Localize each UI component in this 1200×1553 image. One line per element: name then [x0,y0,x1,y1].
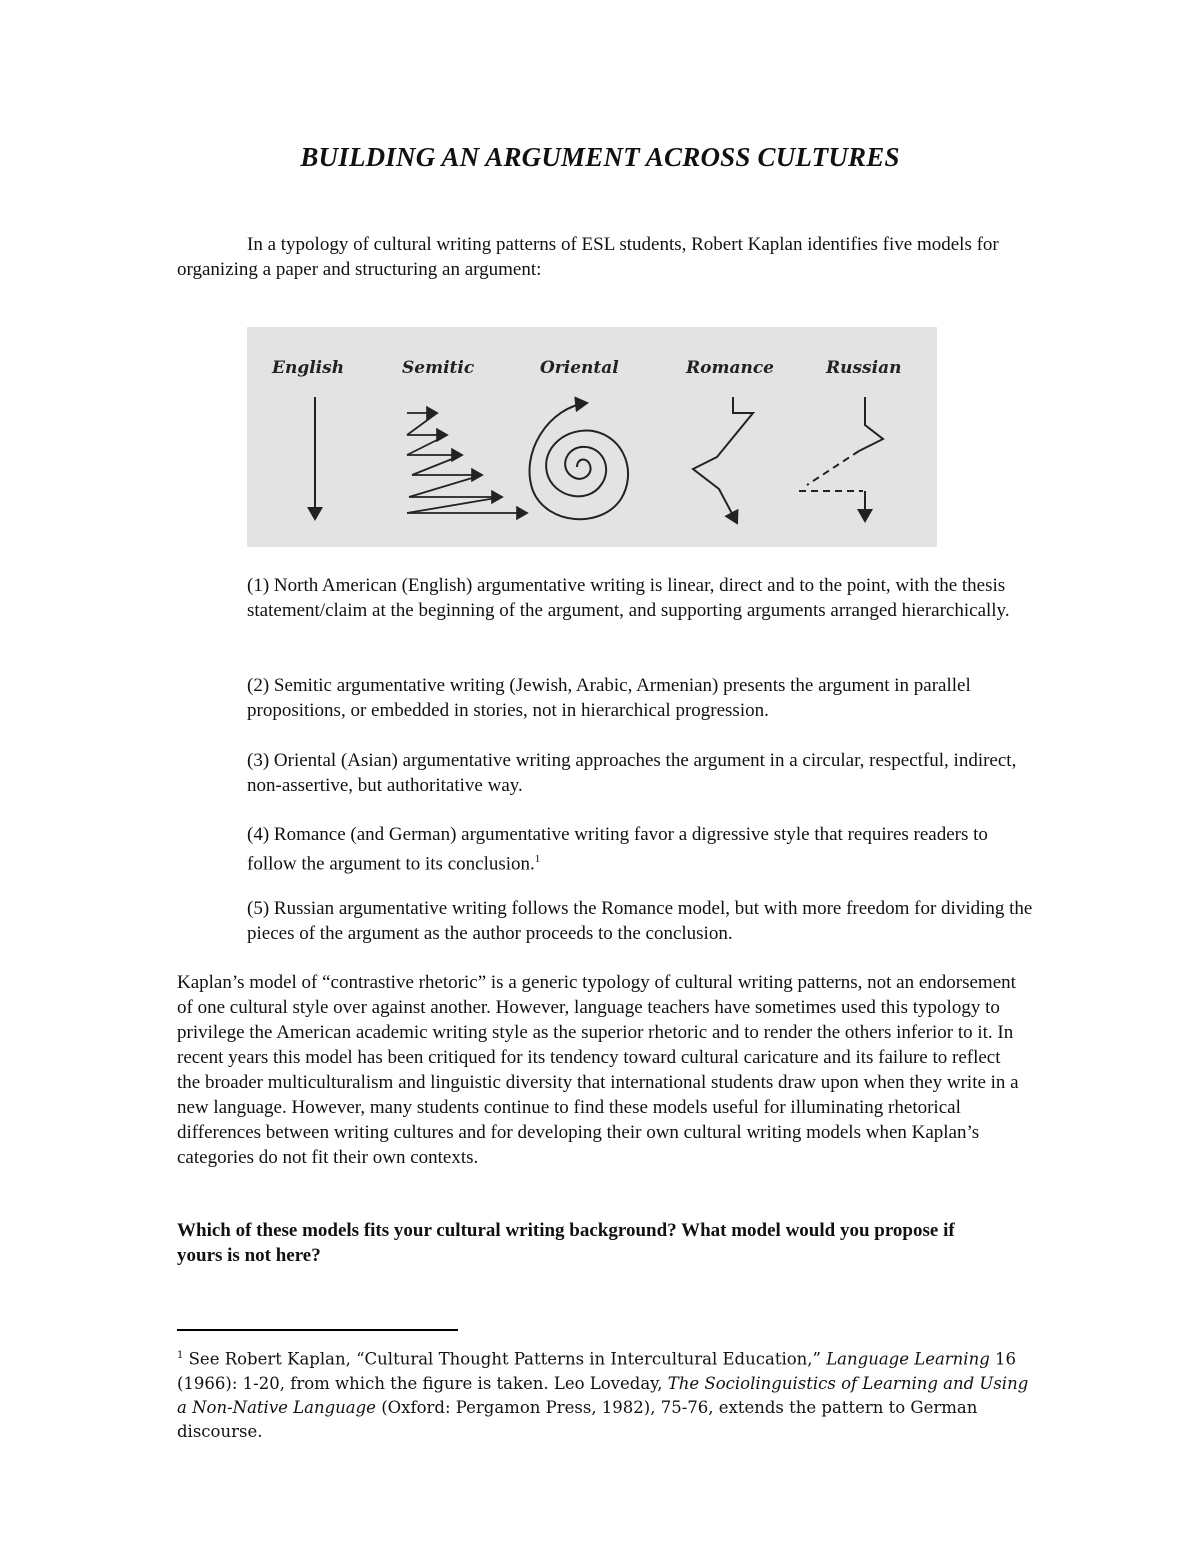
footnote-text-1: See Robert Kaplan, “Cultural Thought Patterns in Intercultural Education,” [183,1349,827,1369]
oriental-spiral [529,403,628,519]
figure-label-english: English [272,358,345,378]
semitic-arrows [407,413,527,513]
footnote [177,1344,1037,1444]
main-paragraph: Kaplan’s model of “contrastive rhetoric” is a generic typology of cultural writing patterns, not an endorsement of one cultural style over against another. However, language teachers have sometimes used this typology to privilege the American academic writing style as the superior rhetoric and to render the others inferior to it. In recent years this model has been critiqued for its tendency toward cultural caricature and its failure to reflect the broader multiculturalism and linguistic diversity that international students draw upon when they write in a new language. However, many students continue to find these models useful for illuminating rhetorical differences between writing cultures and for developing their own cultural writing models when Kaplan’s categories do not fit their own contexts. [177,972,1019,1168]
discussion-question: Which of these models fits your cultural writing background? What model would you propose if yours is not here? [177,1220,955,1266]
footnote-reference[interactable]: 1 [534,853,541,865]
item-oriental: (3) Oriental (Asian) argumentative writing approaches the argument in a circular, respectful, indirect, non-assertive, but authoritative way. [247,750,1017,796]
footnote-divider [177,1329,458,1331]
footnote-text-3: (Oxford: Pergamon Press, 1982), 75-76, extends the pattern to German discourse. [177,1397,978,1441]
footnote-book-title: The Sociolinguistics of Learning and Using a Non-Native Language [177,1373,1029,1417]
footnote-mark: 1 [177,1350,184,1361]
item-english: (1) North American (English) argumentative writing is linear, direct and to the point, with the thesis statement/claim at the beginning of the argument, and supporting arguments arranged hierarchically. [247,575,1010,621]
russian-arrow [799,397,883,521]
item-romance [247,822,1037,876]
item-russian: (5) Russian argumentative writing follows the Romance model, but with more freedom for dividing the pieces of the argument as the author proceeds to the conclusion. [247,898,1033,944]
figure-label-semitic: Semitic [402,358,475,378]
item-semitic: (2) Semitic argumentative writing (Jewish, Arabic, Armenian) presents the argument in parallel propositions, or embedded in stories, not in hierarchical progression. [247,675,971,721]
intro-paragraph: In a typology of cultural writing patterns of ESL students, Robert Kaplan identifies five models for organizing a paper and structuring an argument: [177,234,999,280]
figure-label-romance: Romance [686,358,774,378]
footnote-journal-title: Language Learning [826,1349,990,1369]
romance-arrow [693,397,753,523]
footnote-text-2: 16 (1966): 1-20, from which the figure is taken. Leo Loveday, [177,1349,1017,1393]
item-romance-text: (4) Romance (and German) argumentative writing favor a digressive style that requires readers to follow the argument to its conclusion. [247,824,988,875]
page-title: BUILDING AN ARGUMENT ACROSS CULTURES [300,142,900,172]
figure-label-oriental: Oriental [540,358,619,378]
figure-label-russian: Russian [826,358,902,378]
